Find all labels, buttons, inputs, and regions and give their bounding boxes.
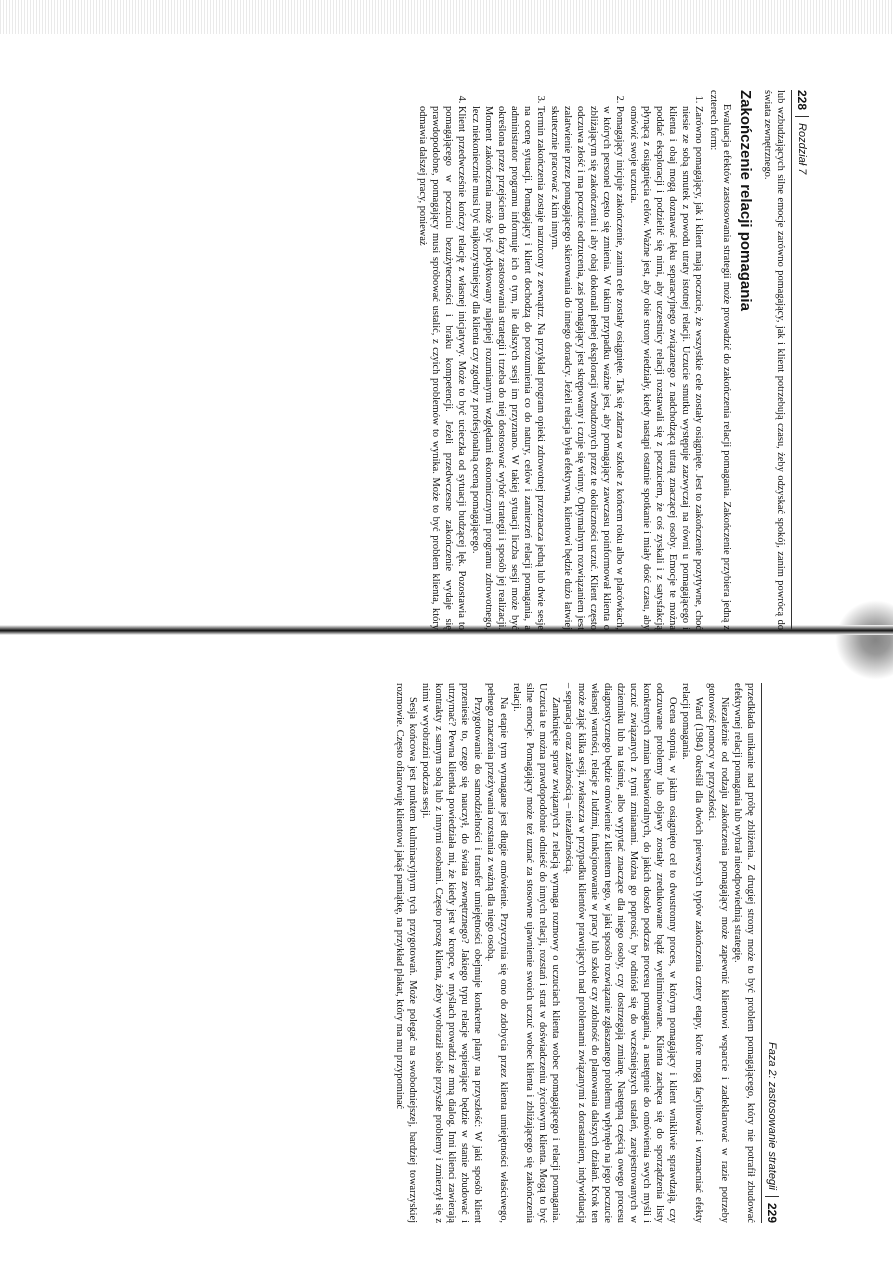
- running-head: Rozdział 7: [796, 123, 808, 175]
- termination-forms-list: [416, 90, 705, 630]
- list-item: 2. Pomagający inicjuje zakończenie, zanim cele zostały osiągnięte. Tak się zdarza w szkole z końcem roku albo w placówkach, w których personel często się zmienia. W takim przypadku ważne jest, aby pomagający zawczasu poinformował klienta o zbliżającym się zakończeniu i aby obaj dokonali pełnej eksploracji wzbudzonych przez te okoliczności uczuć. Klient często odczuwa złość i ma poczucie odrzucenia, zaś pomagający jest skrępowany i czuje się winny. Optymalnym rozwiązaniem jest zalatwienie przez pomagającego skierowania do innego doradcy. Jeżeli relacja była efektywna, klientowi będzie dużo łatwiej skutecznie pracować z kim innym.: [548, 106, 626, 630]
- running-head: Faza 2: zastosowanie strategii: [766, 1042, 778, 1190]
- right-page-header: [761, 683, 782, 1223]
- right-page: [80, 683, 782, 1223]
- scan-artifact-top: [0, 0, 893, 34]
- paragraph-stage-closure: Zamknięcie spraw związanych z relacją wymaga rozmowy o uczuciach klienta wobec pomagającego i relacji pomagania. Uczucia te można prawdopodobnie odnieść do innych relacji, rozstań i strat w doświadczeniu życiowym klienta. Mogą to być silne emocje. Pomagający może też uznać za stosowne ujawnienie swoich uczuć wobec klienta i zbliżającego się zakończenia relacji.: [511, 683, 561, 1223]
- list-item: 4. Klient przedwcześnie kończy relację z własnej inicjatywy. Może to być ucieczka od sytuacji budzącej lęk. Pozostawia to pomagającego w poczuciu bezużyteczności i braku kompetencji. Jeżeli przedwczesne zakończenie wydaje się prawdopodobne, pomagający musi spróbować ustalić, z czyich problemów to wynika. Może to być problem klienta, który odmawia dalszej pracy, ponieważ: [416, 106, 468, 630]
- paragraph: Ward (1984) określił dla dwóch pierwszych typów zakończenia cztery etapy, które mogą facylitować i wzmacniać efekty relacji pomagania.: [680, 683, 704, 1223]
- section-heading: Zakończenie relacji pomagania: [737, 90, 754, 311]
- paragraph: Niezależnie od rodzaju zakończenia pomagający może zapewnić klientowi wsparcie i zadeklarować w razie potrzeby gotowość pomocy w przyszłości.: [706, 683, 730, 1223]
- list-item: 3. Termin zakończenia zostaje narzucony z zewnątrz. Na przykład program opieki zdrowotnej przeznacza jedną lub dwie sesje na ocenę sytuacji. Pomagający i klient dochodzą do porozumienia co do natury, celów i zamierzeń relacji pomagania, a administrator programu informuje ich o tym, ile dalszych sesji im przyznano. W takiej sytuacji liczba sesji może być określona przez przejściem do fazy zastosowania strategii i trzeba do niej dostosować wybór strategii i sposób jej realizacji. Moment zakończenia może być podyktowany najlepiej rozumianymi względami ekonomicznymi programu zdrowotnego, lecz niekoniecznie musi być najkorzystniejszy dla klienta czy zgodny z profesjonalną oceną pomagającego.: [469, 106, 547, 630]
- paragraph: przedkłada unikanie nad próbę zbliżenia. Z drugiej strony może to być problem pomagającego, który nie potrafił zbudować efektywnej relacji pomagania lub wybrał nieodpowiednią strategię.: [732, 683, 756, 1223]
- page-number: 228: [795, 90, 809, 117]
- list-item: 1. Zarówno pomagający, jak i klient mają poczucie, że wszystkie cele zostały osiągnięte. Jest to zakończenie pozytywne, choć niesie ze sobą smutek z powodu utraty istotnej relacji. Uczucie smutku występuje zazwyczaj na równi u pomagającego i klienta i obaj mogą doznawać lęku separacyjnego związanego z nadchodzącą utratą znaczącej osoby. Emocje te można poddać eksploracji i podzielić się nimi, aby uczestnicy relacji rozstawali się z poczuciem, że coś zyskali i z satysfakcją płynącą z osiągnięcia celów. Ważne jest, aby obie strony wiedziały, kiedy nastąpi ostatnie spotkanie i miały dość czasu, aby omówić swoje uczucia.: [627, 106, 705, 630]
- intro-paragraph: lub wzbudzających silne emocje zarówno pomagający, jak i klient potrzebują czasu, żeby odzyskać spokój, zanim powrócą do świata zewnętrznego.: [762, 90, 786, 630]
- section-intro: Ewaluacja efektów zastosowania strategii może prowadzić do zakończenia relacji pomagania. Zakończenie przybiera jedną z czterech form:: [708, 90, 732, 630]
- left-page: [100, 90, 812, 630]
- scan-smudge: [835, 600, 893, 680]
- paragraph-stage-transfer: Przygotowanie do samodzielności i transfer umiejętności obejmuje konkretne plany na przyszłość: W jaki sposób klient przeniesie to, czego się nauczył, do świata zewnętrznego? Jakiego typu relacje wspierające będzie w stanie zbudować i utrzymać? Pewna klientka powiedziała mi, że kiedy jest w kropce, w myślach prowadzi ze mną dialog. Inni klienci zawierają kontrakty z samym sobą lub z innymi osobami. Często proszę klienta, żeby wyobraził sobie przyszłe problemy i zmierzył się z nimi w wyobraźni podczas sesji.: [420, 683, 483, 1223]
- page-number: 229: [765, 1196, 779, 1223]
- left-page-header: [791, 90, 812, 630]
- paragraph-stage-goal-evaluation: Ocena stopnia, w jakim osiągnięto cel to dwustronny proces, w którym pomagający i klient wnikliwie sprawdzają, czy odczuwane problemy lub objawy zostały zredukowane bądź wyeliminowane. Klienta zachęca się do sporządzenia listy konkretnych zmian behawioralnych, do jakich doszło podczas procesu pomagania, a następnie do omówienia swych myśli i uczuć związanych z tymi zmianami. Można go poprosić, by odniósł się do wcześniejszych ustaleń, zarejestrowanych w dzienniku lub na taśmie, albo wypytać znaczące dla niego osoby, czy dostrzegają zmianę. Następną częścią owego procesu diagnostycznego będzie omówienie z klientem tego, w jaki sposób rozwiązanie zgłaszanego problemu wpłynęło na jego poczucie własnej wartości, relacje z ludźmi, funkcjonowanie w pracy lub szkole czy zdolność do planowania dalszych działań. Krok ten może zająć kilka sesji, zwłaszcza w przypadku klientów prawujących nad problemami związanymi z dorastaniem, indywiduacją – separacja oraz zależnością – niezależnością.: [563, 683, 678, 1223]
- paragraph: Na etapie tym wymagane jest długie omówienie. Przyczynia się ono do zdobycia przez klienta umiejętności właściwego, pełnego znaczenia przeżywania rozstania z ważną dla niego osobą.: [485, 683, 509, 1223]
- paragraph-stage-final-session: Sesja końcowa jest punktem kulminacyjnym tych przygotowań. Może polegać na swobodniejszej, bardziej towarzyskiej rozmowie. Często ofiarowuję klientowi jakąś pamiątkę, na przykład plakat, który ma mu przypominać: [394, 683, 418, 1223]
